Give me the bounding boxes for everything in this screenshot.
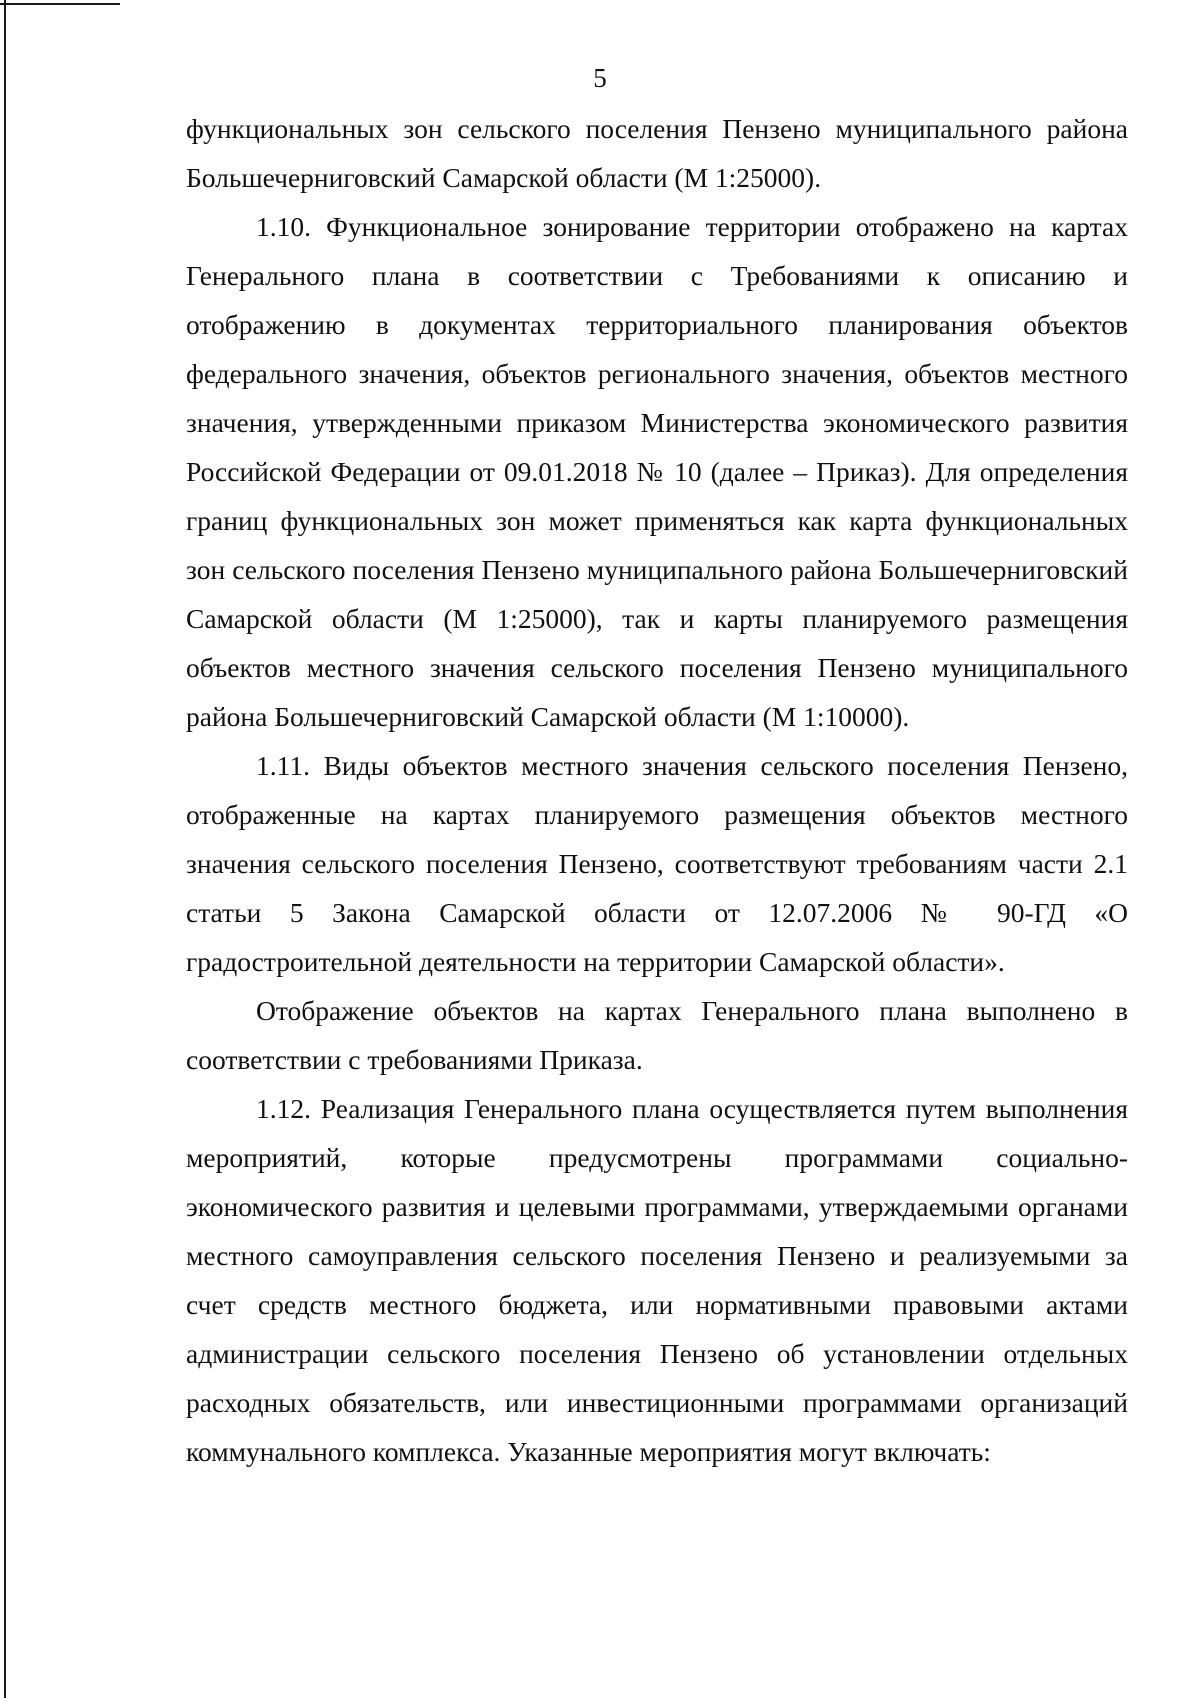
paragraph-display-note: Отображение объектов на картах Генерального плана выполнено в соответствии с требованиями Приказа.	[186, 995, 1128, 1075]
scan-edge-top	[0, 3, 120, 5]
paragraph-1-11: 1.11. Виды объектов местного значения сельского поселения Пензено, отображенные на картах планируемого размещения объектов местного значения сельского поселения Пензено, соответствуют требованиям части 2.1 статьи 5 Закона Самарской области от 12.07.2006 № 90-ГД «О градостроительной деятельности на территории Самарской области».	[186, 750, 1128, 977]
paragraph-1-12: 1.12. Реализация Генерального плана осуществляется путем выполнения мероприятий, которые предусмотрены программами социально-экономического развития и целевыми программами, утверждаемыми органами местного самоуправления сельского поселения Пензено и реализуемыми за счет средств местного бюджета, или нормативными правовыми актами администрации сельского поселения Пензено об установлении отдельных расходных обязательств, или инвестиционными программами организаций коммунального комплекса. Указанные мероприятия могут включать:	[186, 1093, 1128, 1467]
scan-edge-left	[4, 0, 6, 1698]
page-number: 5	[593, 63, 607, 93]
document-body	[186, 104, 1128, 1476]
paragraph-continuation: функциональных зон сельского поселения Пензено муниципального района Большечерниговский Самарской области (М 1:25000).	[186, 113, 1128, 193]
paragraph-1-10: 1.10. Функциональное зонирование территории отображено на картах Генерального плана в соответствии с Требованиями к описанию и отображению в документах территориального планирования объектов федерального значения, объектов регионального значения, объектов местного значения, утвержденными приказом Министерства экономического развития Российской Федерации от 09.01.2018 № 10 (далее – Приказ). Для определения границ функциональных зон может применяться как карта функциональных зон сельского поселения Пензено муниципального района Большечерниговский Самарской области (М 1:25000), так и карты планируемого размещения объектов местного значения сельского поселения Пензено муниципального района Большечерниговский Самарской области (М 1:10000).	[186, 211, 1128, 732]
